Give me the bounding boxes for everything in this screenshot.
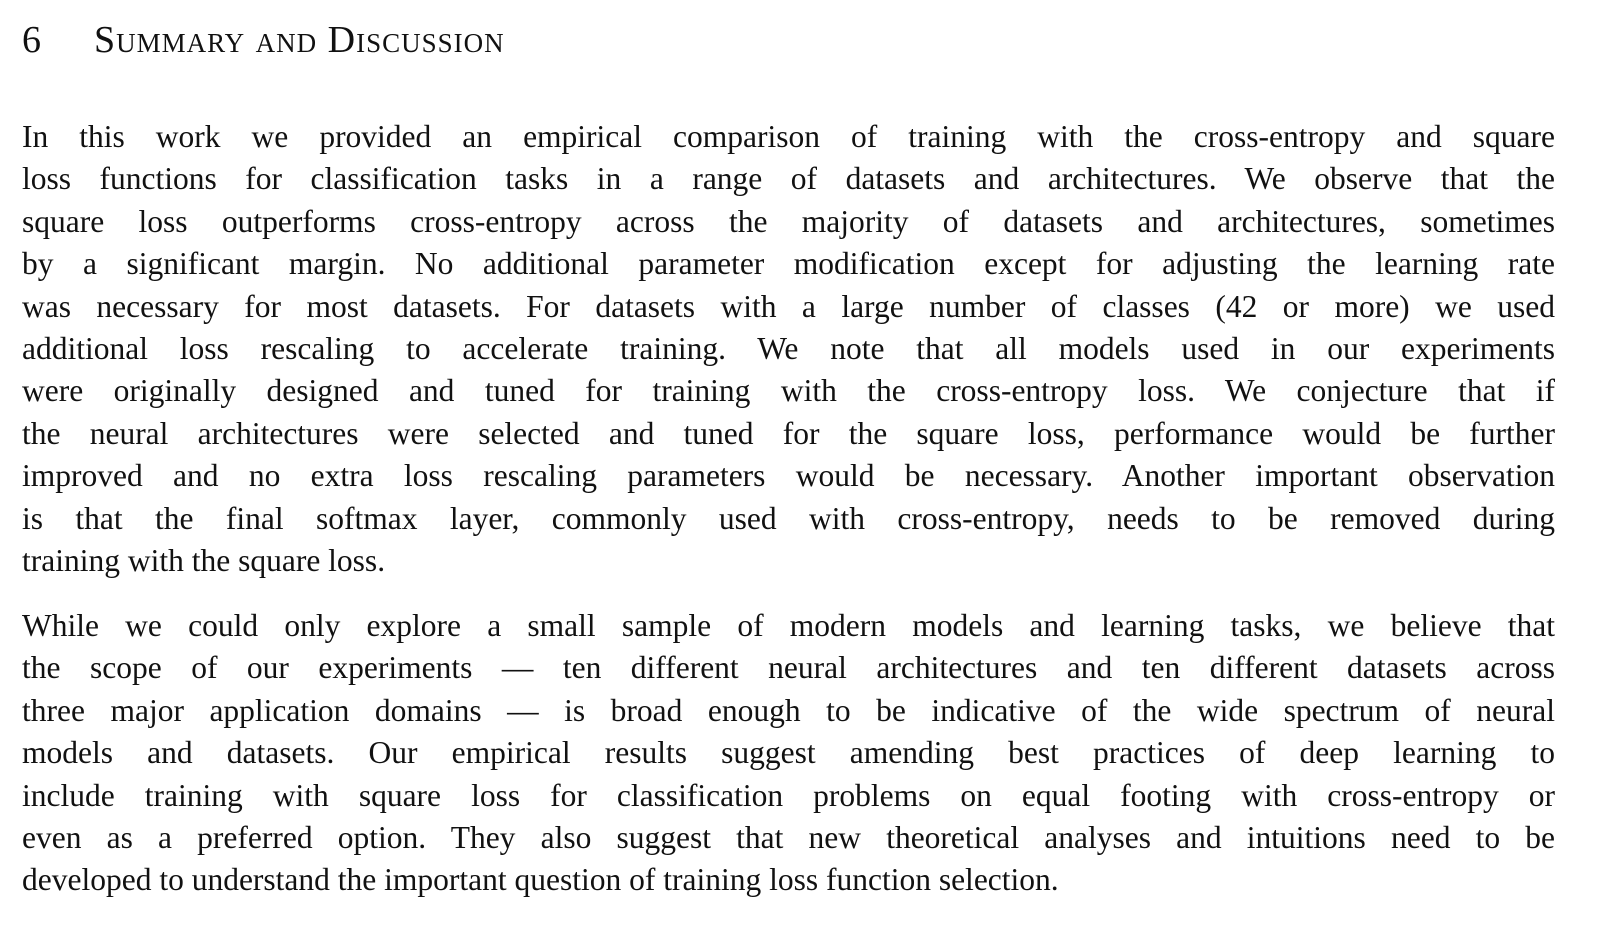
section-title: Summary and Discussion (94, 19, 505, 61)
paragraph-2 (22, 605, 1555, 902)
text-line: loss functions for classification tasks in a range of datasets and architectures. We observe that the (22, 161, 1555, 197)
text-line: In this work we provided an empirical comparison of training with the cross-entropy and square (22, 119, 1555, 154)
text-line: developed to understand the important question of training loss function selection. (22, 862, 1059, 898)
text-line: models and datasets. Our empirical results suggest amending best practices of deep learning to (22, 735, 1555, 771)
text-line: improved and no extra loss rescaling parameters would be necessary. Another important observation (22, 458, 1555, 494)
text-line: training with the square loss. (22, 542, 386, 578)
text-line: square loss outperforms cross-entropy across the majority of datasets and architectures, sometimes (22, 203, 1555, 239)
text-line: include training with square loss for classification problems on equal footing with cross-entropy or (22, 777, 1555, 813)
text-line: by a significant margin. No additional parameter modification except for adjusting the learning rate (22, 246, 1555, 282)
text-line: even as a preferred option. They also suggest that new theoretical analyses and intuitions need to be (22, 819, 1555, 855)
section-heading (22, 18, 505, 62)
text-line: additional loss rescaling to accelerate training. We note that all models used in our experiments (22, 330, 1555, 366)
section-number: 6 (22, 19, 42, 61)
text-line: While we could only explore a small sample of modern models and learning tasks, we believe that (22, 608, 1555, 643)
text-line: were originally designed and tuned for training with the cross-entropy loss. We conjecture that if (22, 373, 1555, 409)
text-line: the neural architectures were selected and tuned for the square loss, performance would be further (22, 415, 1555, 451)
text-line: the scope of our experiments — ten different neural architectures and ten different datasets across (22, 650, 1555, 686)
paragraph-1 (22, 116, 1555, 582)
text-line: is that the final softmax layer, commonly used with cross-entropy, needs to be removed during (22, 500, 1555, 536)
text-line: three major application domains — is broad enough to be indicative of the wide spectrum of neural (22, 692, 1555, 728)
text-line: was necessary for most datasets. For datasets with a large number of classes (42 or more) we used (22, 288, 1555, 324)
